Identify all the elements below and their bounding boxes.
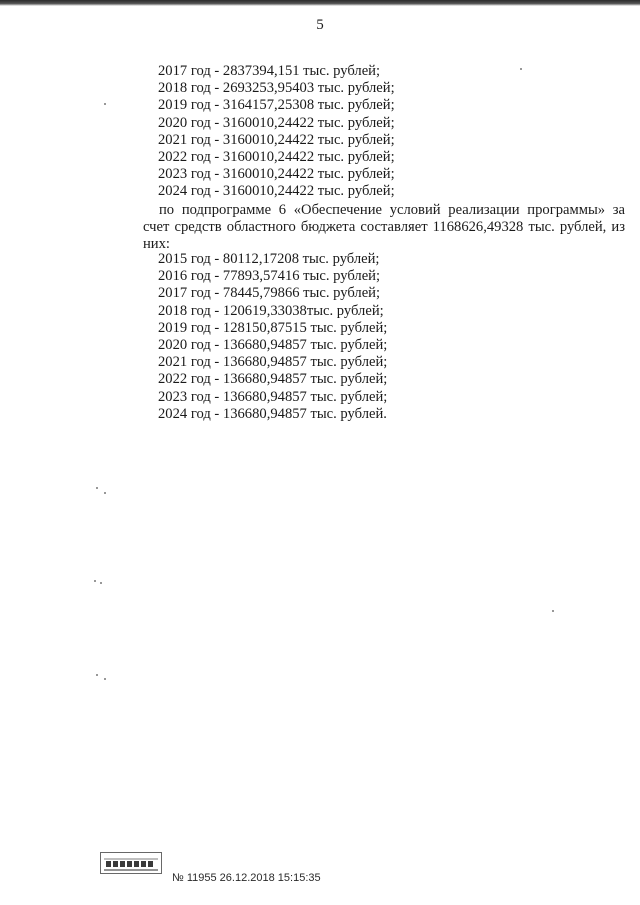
scan-top-border (0, 0, 640, 6)
list-item: 2023 год - 3160010,24422 тыс. рублей; (158, 166, 395, 183)
list-item: 2018 год - 120619,33038тыс. рублей; (158, 302, 384, 319)
list-item: 2022 год - 136680,94857 тыс. рублей; (158, 371, 388, 388)
list-item: 2018 год - 2693253,95403 тыс. рублей; (158, 80, 395, 97)
subprogram-6-paragraph: по подпрограмме 6 «Обеспечение условий реализации программы» за счет средств областного бюджета составляет 1168626,49328 тыс. рублей, из них: (143, 202, 625, 253)
yearly-funding-list-b (158, 251, 387, 423)
scan-speck (94, 580, 96, 582)
registry-stamp-icon (100, 852, 162, 874)
list-item: 2016 год - 77893,57416 тыс. рублей; (158, 268, 381, 285)
scan-speck (96, 674, 98, 676)
list-item: 2024 год - 3160010,24422 тыс. рублей; (158, 183, 395, 200)
scan-speck (520, 68, 522, 70)
yearly-funding-list-a (158, 63, 395, 201)
list-item: 2020 год - 3160010,24422 тыс. рублей; (158, 114, 395, 131)
registration-number: № 11955 26.12.2018 15:15:35 (172, 872, 321, 884)
scan-speck (552, 610, 554, 612)
scan-speck (100, 582, 102, 584)
list-item: 2017 год - 78445,79866 тыс. рублей; (158, 285, 381, 302)
list-item: 2017 год - 2837394,151 тыс. рублей; (158, 63, 381, 79)
scan-speck (104, 678, 106, 680)
list-item: 2019 год - 128150,87515 тыс. рублей; (158, 319, 388, 336)
list-item: 2015 год - 80112,17208 тыс. рублей; (158, 251, 380, 267)
list-item: 2023 год - 136680,94857 тыс. рублей; (158, 388, 388, 405)
list-item: 2020 год - 136680,94857 тыс. рублей; (158, 337, 388, 354)
page-number: 5 (316, 17, 324, 33)
list-item: 2021 год - 3160010,24422 тыс. рублей; (158, 131, 395, 148)
list-item: 2021 год - 136680,94857 тыс. рублей; (158, 354, 388, 371)
list-item: 2019 год - 3164157,25308 тыс. рублей; (158, 97, 395, 114)
list-item: 2024 год - 136680,94857 тыс. рублей. (158, 405, 387, 422)
list-item: 2022 год - 3160010,24422 тыс. рублей; (158, 149, 395, 166)
scan-speck (96, 487, 98, 489)
scan-speck (104, 103, 106, 105)
scan-speck (104, 492, 106, 494)
